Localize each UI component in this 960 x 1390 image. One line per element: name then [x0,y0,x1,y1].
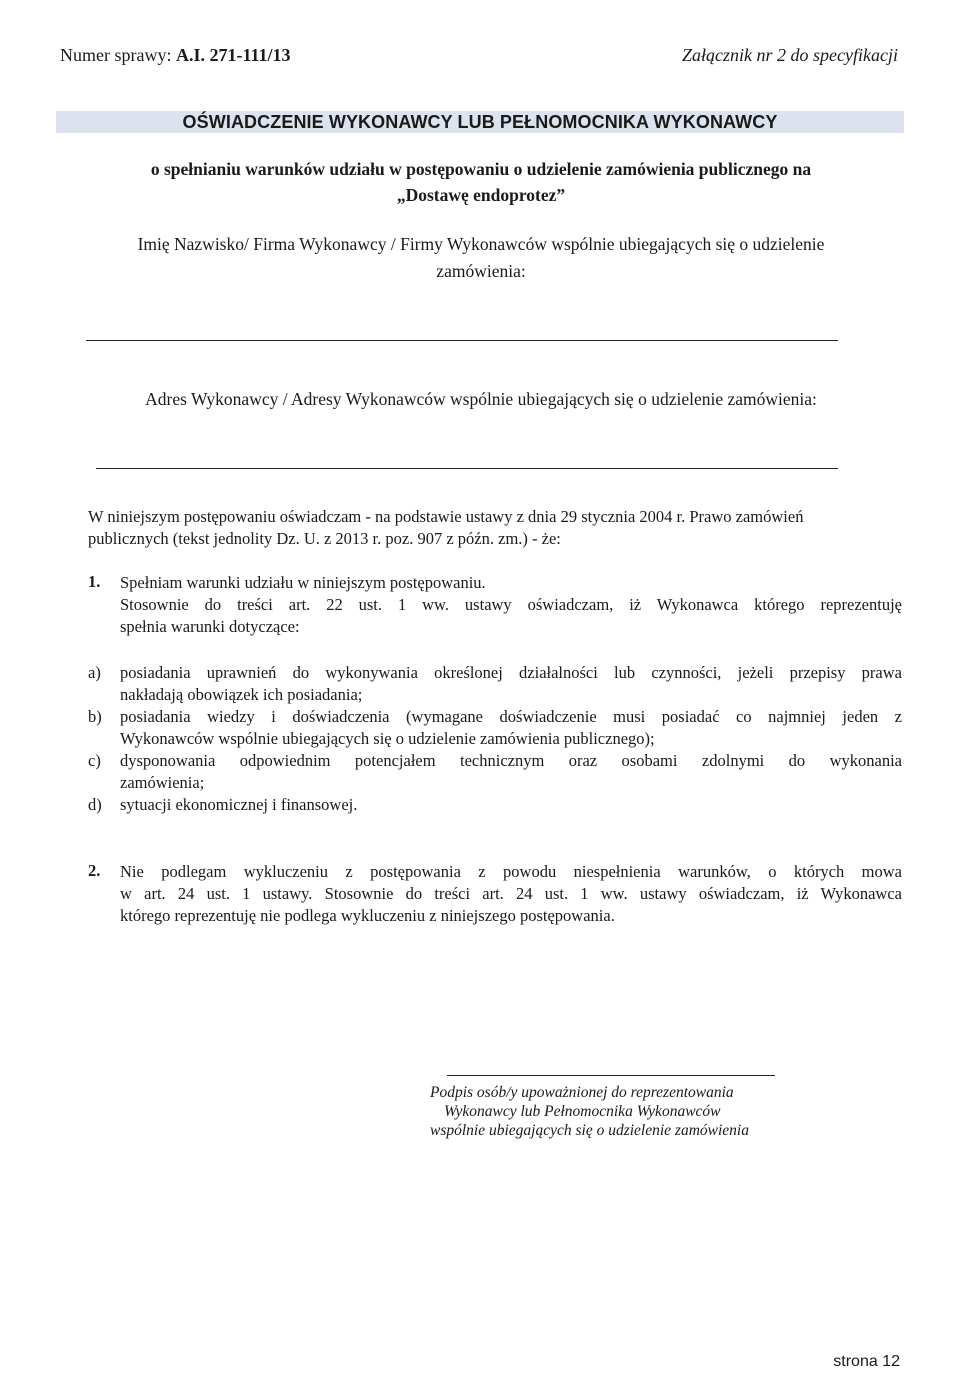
condition-c-line-2: zamówienia; [120,773,205,792]
attachment-label: Załącznik nr 2 do specyfikacji [682,45,898,65]
subtitle-line-1: o spełnianiu warunków udziału w postępowaniu o udzielenie zamówienia publicznego na [150,159,812,179]
document-subtitle [60,157,902,207]
condition-b [88,706,902,750]
page-number: strona 12 [833,1353,900,1370]
condition-a-label: a) [88,663,101,682]
point-1-number: 1. [88,572,101,591]
subtitle-line-2: „Dostawę endoprotez” [396,185,566,205]
condition-b-label: b) [88,707,102,726]
point-1-text [120,572,902,638]
intro-line-1: W niniejszym postępowaniu oświadczam - na podstawie ustawy z dnia 29 stycznia 2004 r. Prawo zamówień [88,507,804,526]
signature-line[interactable] [447,1075,775,1076]
signature-line-2: Wykonawcy lub Pełnomocnika Wykonawców [444,1103,721,1120]
name-prompt-line-1: Imię Nazwisko/ Firma Wykonawcy / Firmy Wykonawców wspólnie ubiegających się o udzielenie [137,234,825,254]
point-2-text [120,861,902,927]
condition-c-label: c) [88,751,101,770]
document-title: OŚWIADCZENIE WYKONAWCY LUB PEŁNOMOCNIKA WYKONAWCY [182,112,778,132]
point-1-line-2: Stosownie do treści art. 22 ust. 1 ww. ustawy oświadczam, iż Wykonawca którego reprezentuję [120,595,902,614]
signature-line-1: Podpis osób/y upoważnionej do reprezentowania [430,1084,734,1101]
point-2-line-1: Nie podlegam wykluczeniu z postępowania z powodu niespełnienia warunków, o których mowa [120,862,902,881]
point-1-line-3: spełnia warunki dotyczące: [120,617,300,636]
condition-a-line-1: posiadania uprawnień do wykonywania określonej działalności lub czynności, jeżeli przepisy prawa [120,663,902,682]
condition-b-line-1: posiadania wiedzy i doświadczenia (wymagane doświadczenie musi posiadać co najmniej jeden z [120,707,902,726]
condition-a [88,662,902,706]
condition-c-line-1: dysponowania odpowiednim potencjałem technicznym oraz osobami zdolnymi do wykonania [120,751,902,770]
point-2-line-2: w art. 24 ust. 1 ustawy. Stosownie do treści art. 24 ust. 1 ww. ustawy oświadczam, iż Wykonawca [120,884,902,903]
case-prefix: Numer sprawy: [60,45,172,65]
point-1-line-1: Spełniam warunki udziału w niniejszym postępowaniu. [120,573,486,592]
condition-d-label: d) [88,795,102,814]
condition-c [88,750,902,794]
point-2-line-3: którego reprezentuję nie podlega wykluczeniu z niniejszego postępowania. [120,906,615,925]
intro-line-2: publicznych (tekst jednolity Dz. U. z 2013 r. poz. 907 z późn. zm.) - że: [88,529,561,548]
name-prompt [60,232,902,283]
signature-caption [428,1083,808,1140]
signature-line-3: wspólnie ubiegających się o udzielenie zamówienia [430,1122,749,1139]
condition-d-line-1: sytuacji ekonomicznej i finansowej. [120,795,358,814]
conditions-list [88,662,902,816]
condition-a-line-2: nakładają obowiązek ich posiadania; [120,685,363,704]
intro-paragraph [88,506,908,550]
case-number [60,45,291,66]
condition-d [88,794,902,816]
case-id: A.I. 271-111/13 [175,45,291,65]
name-prompt-line-2: zamówienia: [436,261,526,281]
condition-b-line-2: Wykonawców wspólnie ubiegających się o udzielenie zamówienia publicznego); [120,729,655,748]
address-prompt: Adres Wykonawcy / Adresy Wykonawców wspólnie ubiegających się o udzielenie zamówienia: [145,389,817,409]
address-entry-line[interactable] [96,468,838,469]
point-2-number: 2. [88,861,101,880]
name-entry-line[interactable] [86,340,838,341]
